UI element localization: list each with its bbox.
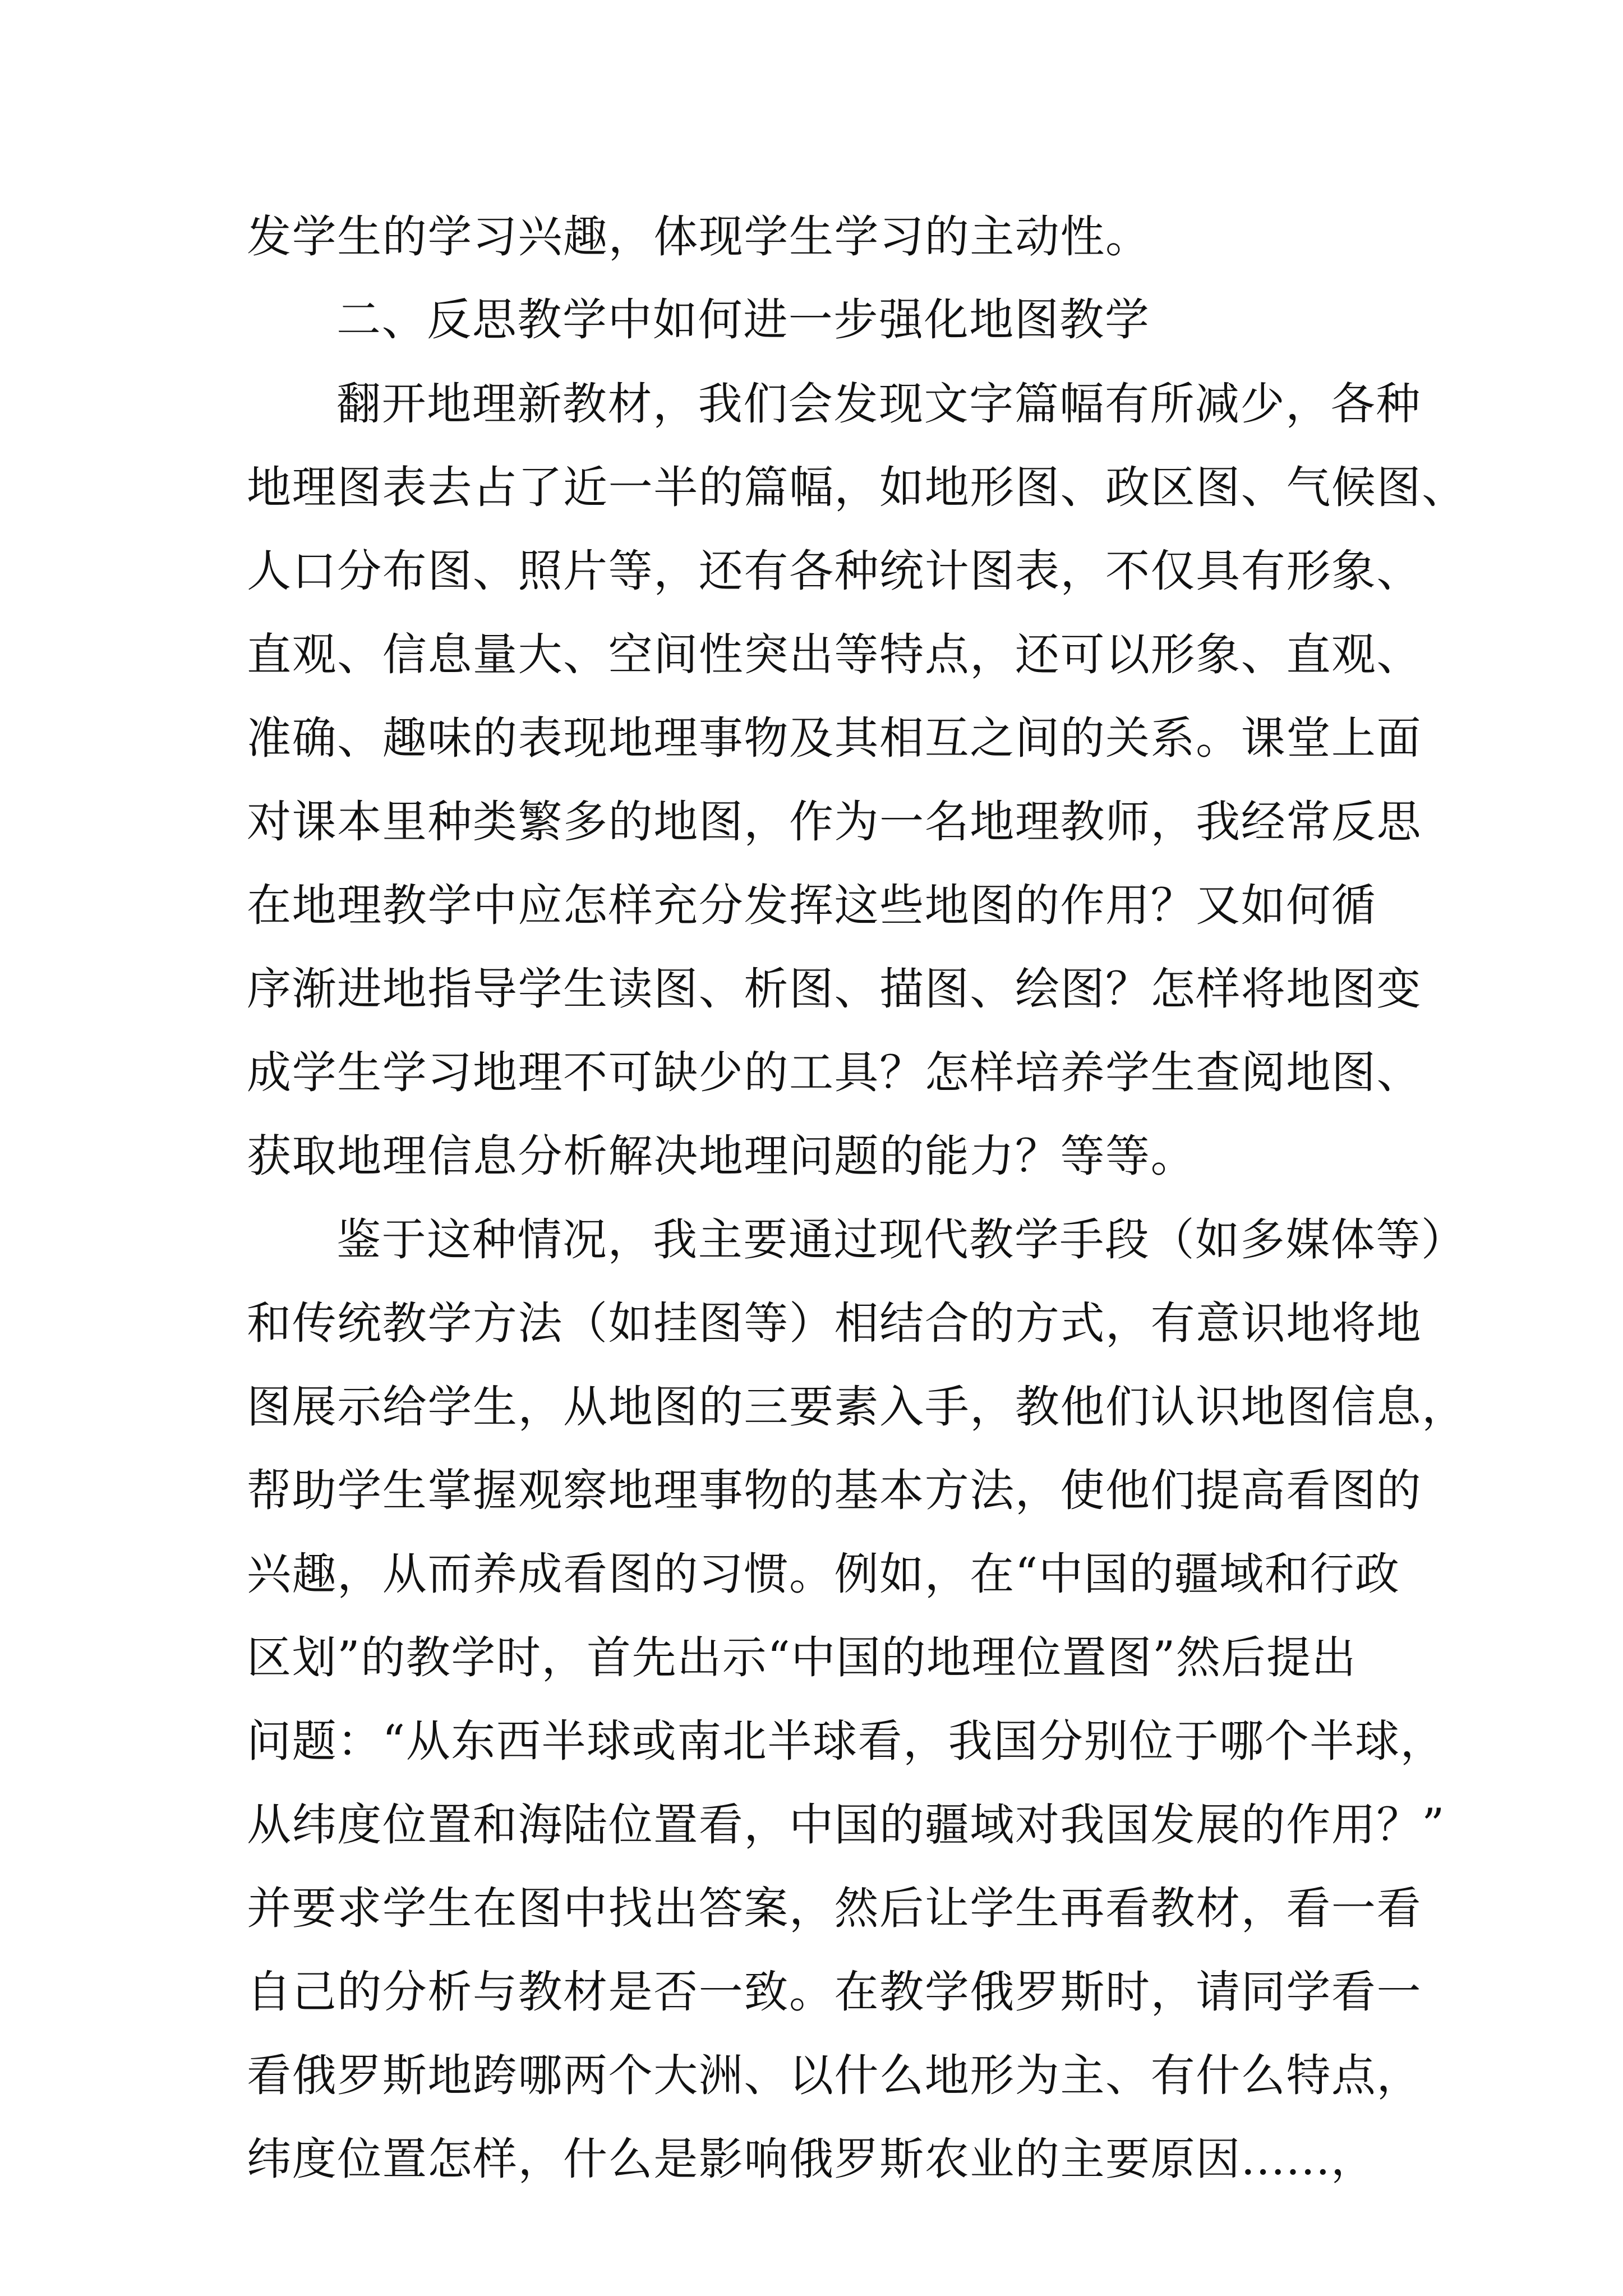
text-line-19: 问题：“从东西半球或南北半球看，我国分别位于哪个半球， <box>247 1715 1446 1767</box>
text-line-21: 并要求学生在图中找出答案，然后让学生再看教材，看一看 <box>247 1883 1422 1934</box>
text-line-13: 鉴于这种情况，我主要通过现代教学手段（如多媒体等） <box>336 1214 1467 1266</box>
text-line-16: 帮助学生掌握观察地理事物的基本方法，使他们提高看图的 <box>247 1465 1422 1516</box>
text-line-6: 直观、信息量大、空间性突出等特点，还可以形象、直观、 <box>247 629 1422 680</box>
text-line-9: 在地理教学中应怎样充分发挥这些地图的作用？又如何循 <box>247 880 1377 931</box>
text-line-11: 成学生学习地理不可缺少的工具？怎样培养学生查阅地图、 <box>247 1047 1422 1098</box>
text-line-18: 区划”的教学时，首先出示“中国的地理位置图”然后提出 <box>247 1632 1357 1683</box>
text-line-20: 从纬度位置和海陆位置看，中国的疆域对我国发展的作用？” <box>247 1799 1446 1851</box>
text-line-17: 兴趣，从而养成看图的习惯。例如，在“中国的疆域和行政 <box>247 1548 1400 1600</box>
text-line-14: 和传统教学方法（如挂图等）相结合的方式，有意识地将地 <box>247 1297 1422 1349</box>
text-line-22: 自己的分析与教材是否一致。在教学俄罗斯时，请同学看一 <box>247 1966 1422 2018</box>
text-line-24: 纬度位置怎样，什么是影响俄罗斯农业的主要原因......， <box>247 2133 1376 2185</box>
section-heading: 二、反思教学中如何进一步强化地图教学 <box>336 294 1150 346</box>
text-line-5: 人口分布图、照片等，还有各种统计图表，不仅具有形象、 <box>247 545 1422 597</box>
text-line-23: 看俄罗斯地跨哪两个大洲、以什么地形为主、有什么特点， <box>247 2050 1422 2101</box>
text-line-10: 序渐进地指导学生读图、析图、描图、绘图？怎样将地图变 <box>247 963 1422 1015</box>
text-line-3: 翻开地理新教材，我们会发现文字篇幅有所减少，各种 <box>336 378 1421 430</box>
text-line-8: 对课本里种类繁多的地图，作为一名地理教师，我经常反思 <box>247 796 1422 848</box>
text-line-15: 图展示给学生，从地图的三要素入手，教他们认识地图信息， <box>247 1381 1467 1433</box>
text-line-1: 发学生的学习兴趣，体现学生学习的主动性。 <box>247 211 1151 263</box>
text-line-4: 地理图表去占了近一半的篇幅，如地形图、政区图、气候图、 <box>247 462 1467 513</box>
text-line-12: 获取地理信息分析解决地理问题的能力？等等。 <box>247 1130 1196 1182</box>
text-line-7: 准确、趣味的表现地理事物及其相互之间的关系。课堂上面 <box>247 712 1422 764</box>
